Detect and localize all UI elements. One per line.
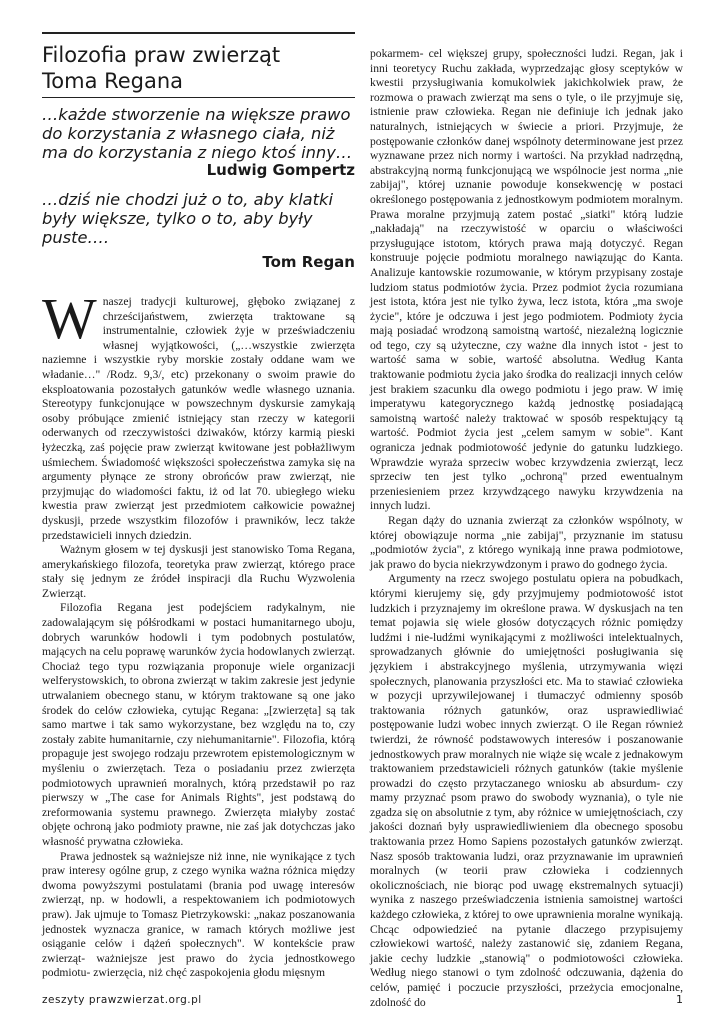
drop-cap: W — [42, 286, 97, 351]
article-title — [42, 42, 355, 94]
title-line-2: Toma Regana — [42, 69, 184, 93]
footer-url[interactable]: zeszyty prawzwierzat.org.pl — [42, 994, 202, 1006]
body-paragraph: pokarmem- cel większej grupy, społeczności ludzi. Regan, jak i inni teoretycy Ruchu zakłada, wyprzedzając głosy sceptyków w kwestii przysługiwania komukolwiek jakichkolwiek praw, że rozmowa o prawach zwierząt ma sens o tyle, o ile przyjmuje się, istnienie praw człowieka. Regan nie definiuje ich jednak jako naturalnych, istniejących w świecie a priori. Przyjmuje, że postępowanie członków danej wspólnoty determinowane jest przez wyznawane przez nich normy i wartości. Na przykład nadrzędną, abstrakcyjną normą funkcjonującą we wspólnocie jest norma „nie zabijaj", której uznanie powoduje konsekwencję w postaci określonego postępowania z jednostkowym podmiotem moralnym. Prawa moralne przyjmują zatem postać „siatki" którą ludzie „nakładają" na rzeczywistość w oparciu o właściwości przysługujące istotom, których prawa mają dotyczyć. Regan konstruuje pojęcie podmiotu moralnego nawiązując do Kanta. Analizuje kantowskie rozumowanie, w którym przypisany zostaje ludziom status podmiotów życia. Przez podmiot życia rozumiana jest istota, która jest nie tylko żywa, lecz istota, która „ma swoje życie", które je odczuwa i jest jego podmiotem. Podmioty życia mają posiadać wrodzoną samoistną wartość, niezależną logicznie od tego, czy są użyteczne, czy ważne dla innych istot - jest to wartość sama w sobie, wartość absolutna. Według Kanta traktowanie podmiotu życia jako środka do realizacji innych celów jest brakiem szacunku dla owego podmiotu i jego praw. W imię imperatywu kategorycznego każdą jednostkę posiadającą samoistną wartość należy traktować w sposób respektujący tą wartość. Podmiot życia jest „celem samym w sobie". Kant ogranicza jednak podmiotowość jedynie do gatunku ludzkiego. Wprawdzie wyraża sprzeciw wobec krzywdzenia zwierząt, lecz sprzeciw ten jest tylko „ochroną" przed ewentualnym przeniesieniem przez krzywdzącego nawyku krzywdzenia na innych ludzi. — [370, 47, 683, 513]
body-paragraph: Argumenty na rzecz swojego postulatu opiera na pobudkach, którymi kierujemy się, gdy przyjmujemy podmiotowość istot ludzkich i przyznajemy im określone prawa. W dyskusjach na ten temat pojawia się wiele głosów dotyczących różnic pomiędzy ludźmi i nie-ludźmi wynikającymi z możliwości intelektualnych, sprowadzanych głównie do umiejętności posługiwania się językiem i abstrakcyjnego myślenia, utrzymywania więzi społecznych, planowania przyszłości etc. Ma to stawiać człowieka w pozycji uprzywilejowanej i tłumaczyć odmienny sposób traktowania różnych gatunków, oraz usprawiedliwiać postępowanie ludzi wobec innych zwierząt. O ile Regan również twierdzi, że równość podstawowych interesów i poszanowanie jednostkowych praw moralnych nie wiąże się wcale z jednakowym traktowaniem przedstawicieli różnych gatunków (takie myślenie prowadzi do często przytaczanego wniosku ab absurdum- czy mamy przyznać psom prawo do swobody wyznania), o tyle nie zgadza się on absolutnie z tym, aby różnice w umiejętnościach, czy jakości doznań były usprawiedliwieniem dla obecnego sposobu traktowania przez Homo Sapiens pozostałych gatunków zwierząt. Nasz sposób traktowania ludzi, oraz przyznawanie im uprawnień moralnych (w teorii praw człowieka i codziennych okolicznościach, nie biorąc pod uwagę ekstremalnych sytuacji) wynika z naszego przeświadczenia istnienia samoistnej wartości każdego człowieka, z której to owe uprawnienia moralne wynikają. Chcąc odpowiedzieć na pytanie dlaczego przypisujemy człowiekowi wartość, należy zastanowić się, zdaniem Regana, jakie cechy ludzkie „stanowią" o podmiotowości człowieka. Według niego stanowi o tym zdolność odczuwania, dążenia do celów, pamięć i poczucie przyszłości, przeżycia emocjonalne, zdolność do — [370, 572, 683, 1009]
body-paragraph: Ważnym głosem w tej dyskusji jest stanowisko Toma Regana, amerykańskiego filozofa, teoretyka praw zwierząt, którego prace stały się jednym ze źródeł inspiracji dla Ruchu Wyzwolenia Zwierząt. — [42, 543, 355, 600]
right-column — [370, 47, 683, 1009]
body-paragraph — [42, 286, 355, 543]
epigraph-quote-1: …każde stworzenie na większe prawo do korzystania z własnego ciała, niż ma do korzystania z niego ktoś inny… — [42, 105, 353, 162]
epigraph-author-1: Ludwig Gompertz — [206, 161, 355, 179]
epigraph-author-2: Tom Regan — [262, 253, 355, 271]
body-paragraph: Regan dąży do uznania zwierząt za członków wspólnoty, w której obowiązuje norma „nie zabijaj", przyznanie im statusu „podmiotów życia", z którego wynikają inne prawa podmiotowe, jak prawo do bycia niekrzywdzonym i prawo do godnego życia. — [370, 514, 683, 571]
body-paragraph: Filozofia Regana jest podejściem radykalnym, nie zadowalającym się półśrodkami w postaci humanitarnego uboju, dobrych warunków hodowli i tym podobnych postulatów, mających na celu poprawę warunków życia hodowlanych zwierząt. Chociaż tego typu rozwiązania proponuje wiele organizacji welferystowskich, to obrona zwierząt w takim zakresie jest jedynie utrwalaniem obecnego stanu, w którym traktowane są one jako środek do celów człowieka, cytując Regana: „[zwierzęta] są tak samo martwe i tak samo wykorzystane, bez względu na to, czy zostały zabite humanitarnie, czy niehumanitarnie". Filozofia, którą propaguje jest swojego rodzaju przewrotem epistemologicznym w myśleniu o zwierzętach. Teza o posiadaniu przez zwierzęta podmiotowych uprawnień moralnych, którą przedstawił po raz pierwszy w „The case for Animals Rights", jest podstawą do zreformowania systemu prawnego. Zwierzęta miałyby zostać objęte ochroną jako podmioty prawne, nie zaś jak dotychczas jako własność prywatna człowieka. — [42, 601, 355, 848]
body-paragraph: Prawa jednostek są ważniejsze niż inne, nie wynikające z tych praw interesy ogólne grup, z czego wynika ważna różnica między dwoma powyższymi postulatami (brania pod uwagę interesów zwierząt, np. w hodowli, a respektowaniem ich podmiotowych praw). Jak ujmuje to Tomasz Pietrzykowski: „nakaz poszanowania jednostek wyznacza granice, w ramach których możliwe jest osiąganie celów i dążeń społecznych". W kontekście praw zwierząt- ważniejsze jest prawo do życia jednostkowego podmiotu- zwierzęcia, niż chęć zaspokojenia głodu mięsnym — [42, 849, 355, 980]
title-line-1: Filozofia praw zwierząt — [42, 43, 281, 67]
epigraph-quote-2: …dziś nie chodzi już o to, aby klatki były większe, tylko o to, aby były puste…. — [42, 190, 333, 247]
page-number: 1 — [676, 993, 683, 1006]
left-column — [42, 286, 355, 980]
title-rule — [42, 97, 355, 98]
paragraph-text: naszej tradycji kulturowej, głęboko związanej z chrześcijaństwem, zwierzęta traktowane są instrumentalnie, człowiek żyje w przeświadczeniu własnej wyjątkowości, („…wszystkie zwierzęta naziemne i wszystkie ryby morskie zostały oddane wam we władanie…" /Rodz. 9,3/, etc) przekonany o swoim prawie do eksploatowania pozostałych gatunków wedle własnego uznania. Stereotypy funkcjonujące w powszechnym dyskursie zamykają osoby próbujące zmienić istniejący stan rzeczy w kategorii oderwanych od rzeczywistości dziwaków, którzy karmią pieski łyżeczką, zaś pojęcie praw zwierząt kwitowane jest pobłażliwym uśmiechem. Świadomość większości społeczeństwa zamyka się na argumenty płynące ze strony obrońców praw zwierząt, nie przyjmując do wiadomości faktu, iż od lat 70. ubiegłego wieku kwestia praw zwierząt jest przedmiotem całkowicie poważnej dyskusji, przede wszystkim filozofów i prawników, lecz także przedstawicieli innych dziedzin. — [42, 295, 355, 542]
top-rule — [42, 32, 355, 34]
